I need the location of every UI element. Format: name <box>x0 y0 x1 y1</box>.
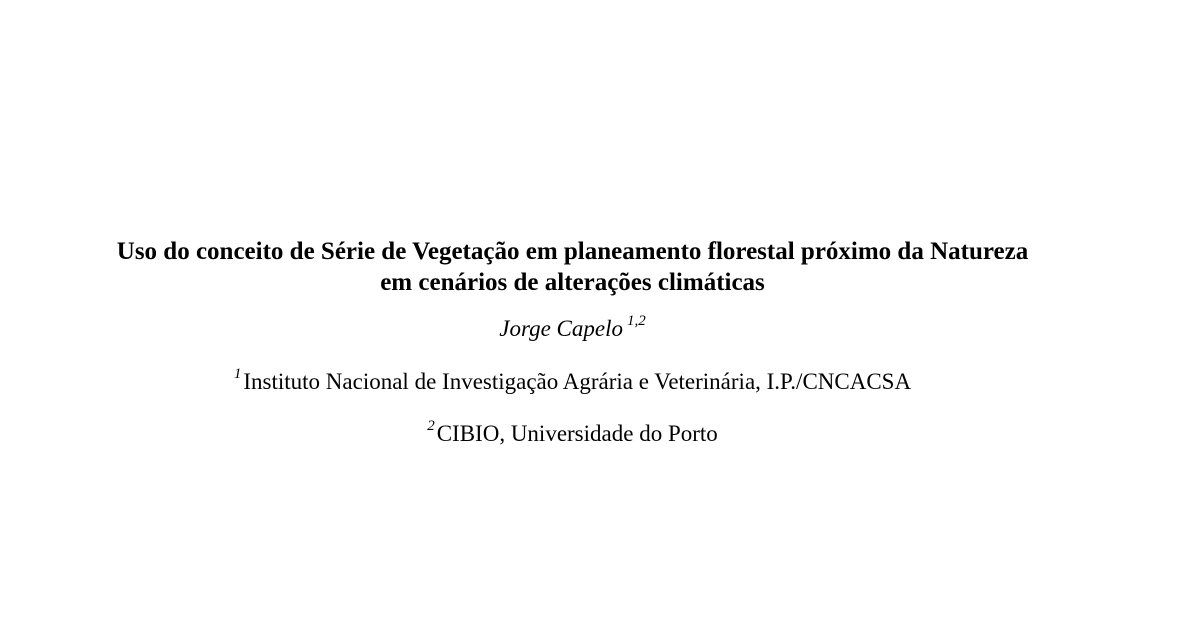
affiliation-1 <box>0 367 1145 397</box>
affiliation-2 <box>0 419 1145 449</box>
author-affiliation-marks: 1,2 <box>626 313 646 330</box>
affiliation-1-text: Instituto Nacional de Investigação Agrária e Veterinária, I.P./CNCACSA <box>243 369 912 394</box>
document-title <box>0 236 1145 298</box>
author-line <box>0 314 1145 344</box>
affiliation-2-text: CIBIO, Universidade do Porto <box>436 421 718 446</box>
author-name: Jorge Capelo <box>499 316 623 341</box>
affiliation-1-mark: 1 <box>233 366 242 383</box>
title-line-2: em cenários de alterações climáticas <box>380 269 765 296</box>
affiliation-2-mark: 2 <box>427 418 435 435</box>
title-line-1: Uso do conceito de Série de Vegetação em planeamento florestal próximo da Natureza <box>116 238 1029 265</box>
